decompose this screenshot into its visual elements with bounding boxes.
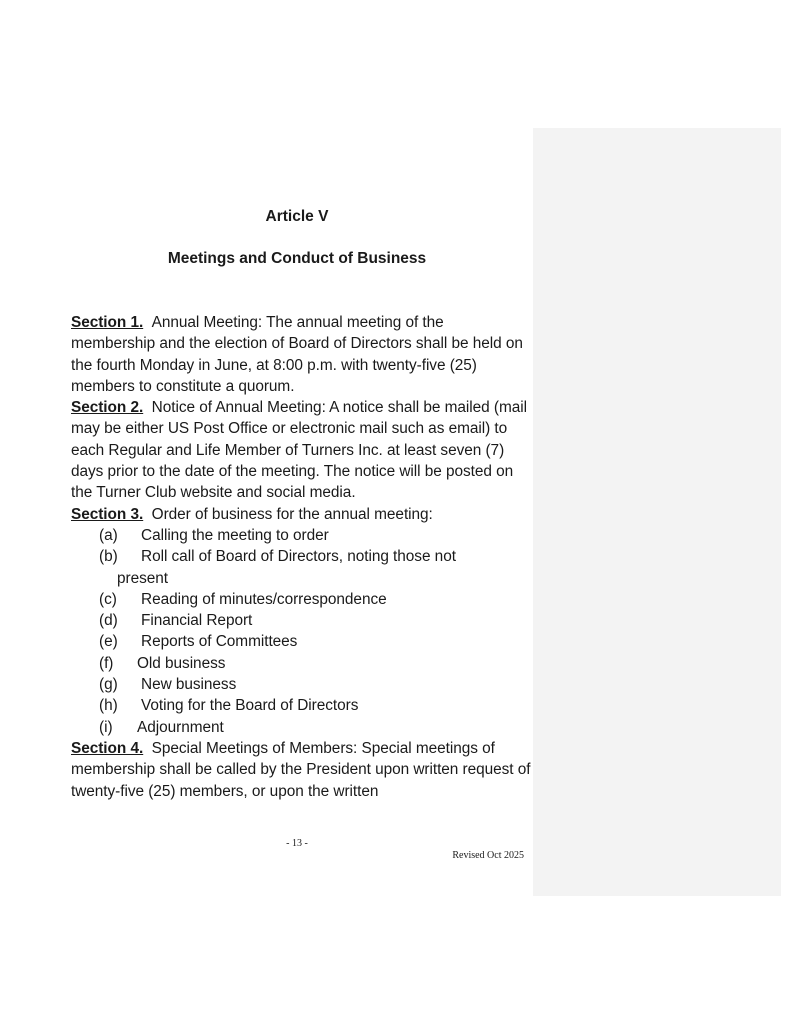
revision-note: Revised Oct 2025: [452, 850, 524, 861]
article-body: [71, 312, 531, 802]
list-item-text: Old business: [137, 654, 226, 672]
list-item-text: Calling the meeting to order: [141, 526, 329, 544]
list-item: [71, 674, 531, 695]
list-marker: (a): [99, 526, 118, 544]
section-4-label: Section 4.: [71, 739, 144, 757]
section-1-text: Annual Meeting: The annual meeting of the membership and the election of Board of Directors shall be held on the fourth Monday in June, at 8:00 p.m. with twenty-five (25) members to constitute a quorum.: [71, 314, 523, 395]
list-item: [71, 546, 531, 589]
page-number: - 13 -: [286, 838, 308, 849]
list-item-continuation: present: [117, 569, 168, 587]
list-item-text: Reports of Committees: [141, 633, 298, 651]
section-2-label: Section 2.: [71, 399, 144, 417]
list-item-text: Roll call of Board of Directors, noting those not: [141, 548, 456, 566]
section-3-text: Order of business for the annual meeting:: [151, 505, 433, 523]
section-4-paragraph: [71, 738, 531, 802]
list-marker: (i): [99, 718, 113, 736]
article-subtitle: Meetings and Conduct of Business: [167, 250, 427, 267]
list-marker: (g): [99, 676, 118, 694]
section-2-paragraph: [71, 397, 531, 503]
list-item: [71, 589, 531, 610]
list-item-text: New business: [141, 676, 237, 694]
section-3-paragraph: [71, 504, 531, 525]
article-title: Article V: [265, 208, 329, 225]
list-marker: (b): [99, 548, 118, 566]
list-marker: (f): [99, 654, 114, 672]
order-of-business-list: [71, 525, 531, 738]
section-4-text: Special Meetings of Members: Special meetings of membership shall be called by the President upon written request of twenty-five (25) members, or upon the written: [71, 739, 531, 800]
list-item: [71, 610, 531, 631]
section-3-label: Section 3.: [71, 505, 144, 523]
list-item: [71, 717, 531, 738]
list-item: [71, 695, 531, 716]
section-1-paragraph: [71, 312, 531, 397]
list-item: [71, 525, 531, 546]
list-item-text: Reading of minutes/correspondence: [141, 590, 387, 608]
list-item-text: Adjournment: [137, 718, 224, 736]
list-marker: (d): [99, 612, 118, 630]
list-marker: (c): [99, 590, 117, 608]
list-marker: (e): [99, 633, 118, 651]
list-item-text: Financial Report: [141, 612, 253, 630]
list-marker: (h): [99, 697, 118, 715]
list-item: [71, 653, 531, 674]
section-2-text: Notice of Annual Meeting: A notice shall be mailed (mail may be either US Post Office or electronic mail such as email) to each Regular and Life Member of Turners Inc. at least seven (7) days prior to the date of the meeting. The notice will be posted on the Turner Club website and social media.: [71, 399, 527, 502]
section-1-label: Section 1.: [71, 314, 144, 331]
comment-margin-pane: [533, 128, 781, 896]
list-item: [71, 631, 531, 652]
list-item-text: Voting for the Board of Directors: [141, 697, 359, 715]
